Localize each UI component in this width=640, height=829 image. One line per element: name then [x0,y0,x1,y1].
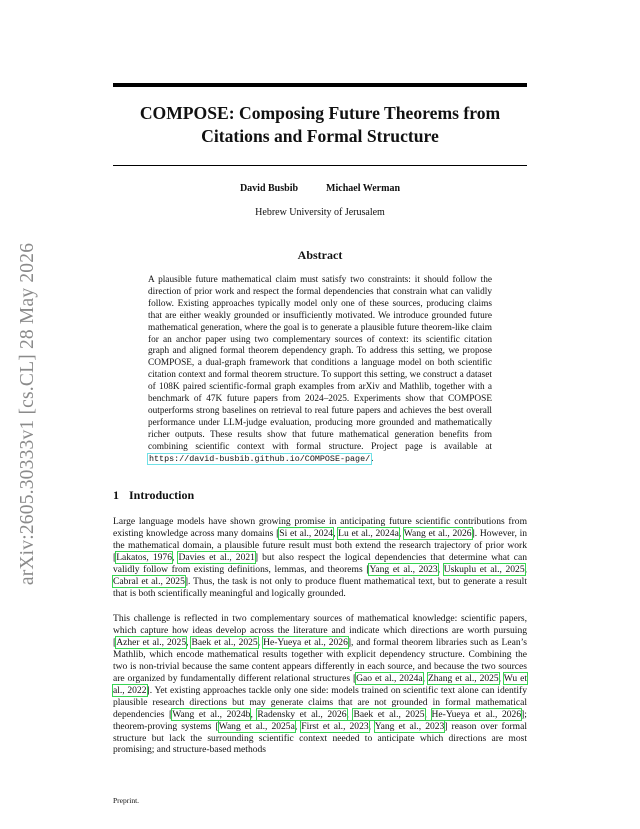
para-text: , [422,672,428,684]
para-text: , [346,708,354,720]
author-name: David Busbib [239,183,299,194]
paper-title-line-1: COMPOSE: Composing Future Theorems from [139,103,501,123]
section-number: 1 [113,488,119,502]
citation-link[interactable]: Wang et al., 2026 [403,527,472,539]
abstract-heading: Abstract [297,248,343,262]
para-text: , [186,636,192,648]
para-text: ]. However, in the mathematical domain, a plausible future result must both extend the research trajectory of prior work [ [113,527,527,563]
citation-link[interactable]: Gao et al., 2024a [356,672,423,684]
citation-link[interactable]: Radensky et al., 2026 [257,708,347,720]
para-text: , [294,720,302,732]
title-block [113,83,527,166]
para-text: , [524,563,527,575]
citation-link[interactable]: Davies et al., 2021 [178,551,255,563]
para-text: , [437,563,444,575]
preprint-footer: Preprint. [113,796,140,805]
para-text: , [424,708,432,720]
para-text: ]. Yet existing approaches tackle only one side: models trained on scientific text alone can identify plausible research directions but may generate claims that are not grounded in formal mathematical dependencies [ [113,684,528,720]
citation-link[interactable]: Azher et al., 2025 [116,636,187,648]
para-text: This challenge is reflected in two complementary sources of mathematical knowledge: scientific papers, which capture how ideas develop across the literature and indicate which directions are worth pursuing [ [113,613,527,648]
citation-link[interactable]: Wang et al., 2024b [172,708,251,720]
citation-link[interactable]: Lakatos, 1976 [116,551,172,563]
para-text: , [498,672,504,684]
abstract-text: A plausible future mathematical claim must satisfy two constraints: it should follow the direction of prior work and respect the formal dependencies that constrain what can validly follow. Existing approaches typically model only one of these sources, producing claims that are either weakly grounded or insufficiently motivated. We introduce grounded future mathematical generation, where the goal is to generate a plausible future theorem-like claim for an anchor paper using two complementary sources of context: its scientific citation graph and aligned formal theorem dependency graph. To address this setting, we propose COMPOSE, a dual-graph framework that conditions a language model on both scientific citation context and formal theorem structure. To support this setting, we construct a dataset of 108K paired scientific-formal graph examples from arXiv and Mathlib, together with a benchmark of 47K future papers from 2024–2025. Experiments show that COMPOSE outperforms strong baselines on retrieval to real future papers and achieves the best overall performance under LLM-judge evaluation, producing more grounded and mathematically richer outputs. These results show that future mathematical generation benefits from combining scientific context with formal structure. Project page is available at [148,275,492,452]
citation-link[interactable]: Cabral et al., 2025 [113,575,185,587]
intro-paragraph-1 [113,516,527,600]
para-text: ] but also respect the logical dependencies that determine what can validly follow from existing definitions, lemmas, and theorems [ [113,551,527,575]
citation-link[interactable]: He-Yueya et al., 2026 [263,636,348,648]
para-text: ] reason over formal structure but lack the surrounding scientific context needed to anticipate which directions are most promising; and structure-based methods [113,720,527,756]
arxiv-identifier-text: arXiv:2605.30333v1 [cs.CL] 28 May 2026 [17,242,38,586]
arxiv-identifier [16,228,40,600]
citation-link[interactable]: Wu et al., 2022 [113,672,527,696]
para-text: , [250,708,258,720]
para-text: , [368,720,375,732]
intro-paragraph-2 [113,613,527,756]
citation-link[interactable]: First et al., 2023 [301,720,369,732]
citation-link[interactable]: Zhang et al., 2025 [427,672,499,684]
citation-link[interactable]: Si et al., 2024 [279,527,334,539]
title-rule-bottom [113,165,527,166]
author-name: Michael Werman [326,183,401,194]
citation-link[interactable]: Uskuplu et al., 2025 [443,563,525,575]
abstract-body: A plausible future mathematical claim must satisfy two constraints: it should follow the direction of prior work and respect the formal dependencies that constrain what can validly follow. Existing approaches typically model only one of these sources, producing claims that are either weakly grounded or insufficiently motivated. We introduce grounded future mathematical generation, where the goal is to generate a plausible future theorem-like claim for an anchor paper using two complementary sources of context: its scientific citation graph and aligned formal theorem dependency graph. To address this setting, we propose COMPOSE, a dual-graph framework that conditions a language model on both scientific citation context and formal theorem structure. To support this setting, we construct a dataset of 108K paired scientific-formal graph examples from arXiv and Mathlib, together with a benchmark of 47K future papers from 2024–2025. Experiments show that COMPOSE outperforms strong baselines on retrieval to real future papers and achieves the best overall performance under LLM-judge evaluation, producing more grounded and mathematically richer outputs. These results show that future mathematical generation benefits from combining scientific context with formal structure. Project page is available at https://david-busbib.github.io/COMPOSE-page/. [148,275,492,464]
para-text: ], and formal theorem libraries such as Lean’s Mathlib, which encode mathematical results together with explicit dependency structure. Combining the two is non-trivial because the same content appears differently in each source, and because the two sources are organized by fundamentally different relational structures [ [113,636,527,684]
para-text: , [257,636,264,648]
title-rule-top [113,83,527,87]
citation-link[interactable]: Yang et al., 2023 [369,563,438,575]
para-text: , [171,551,179,563]
citation-link[interactable]: He-Yueya et al., 2026 [431,708,522,720]
citation-link[interactable]: Lu et al., 2024a [338,527,399,539]
para-text: , [398,527,404,539]
para-text: , [333,527,339,539]
paper-title [113,102,527,148]
citation-link[interactable]: Baek et al., 2025 [191,636,258,648]
section-title: Introduction [129,488,195,502]
para-text: ]; theorem-proving systems [ [113,708,527,732]
affiliation: Hebrew University of Jerusalem [255,207,385,218]
section-heading [113,488,194,503]
citation-link[interactable]: Yang et al., 2023 [374,720,445,732]
project-page-link[interactable]: https://david-busbib.github.io/COMPOSE-page/ [149,453,371,464]
para-text: ]. Thus, the task is not only to produce fluent mathematical text, but to generate a result that is both scientifically meaningful and logically grounded. [113,575,527,599]
citation-link[interactable]: Baek et al., 2025 [353,708,425,720]
paper-title-line-2: Citations and Formal Structure [201,126,439,146]
citation-link[interactable]: Wang et al., 2025a [218,720,295,732]
author-list [0,183,640,194]
para-text: Large language models have shown growing promise in anticipating future scientific contributions from existing knowledge across many domains [ [113,516,527,539]
